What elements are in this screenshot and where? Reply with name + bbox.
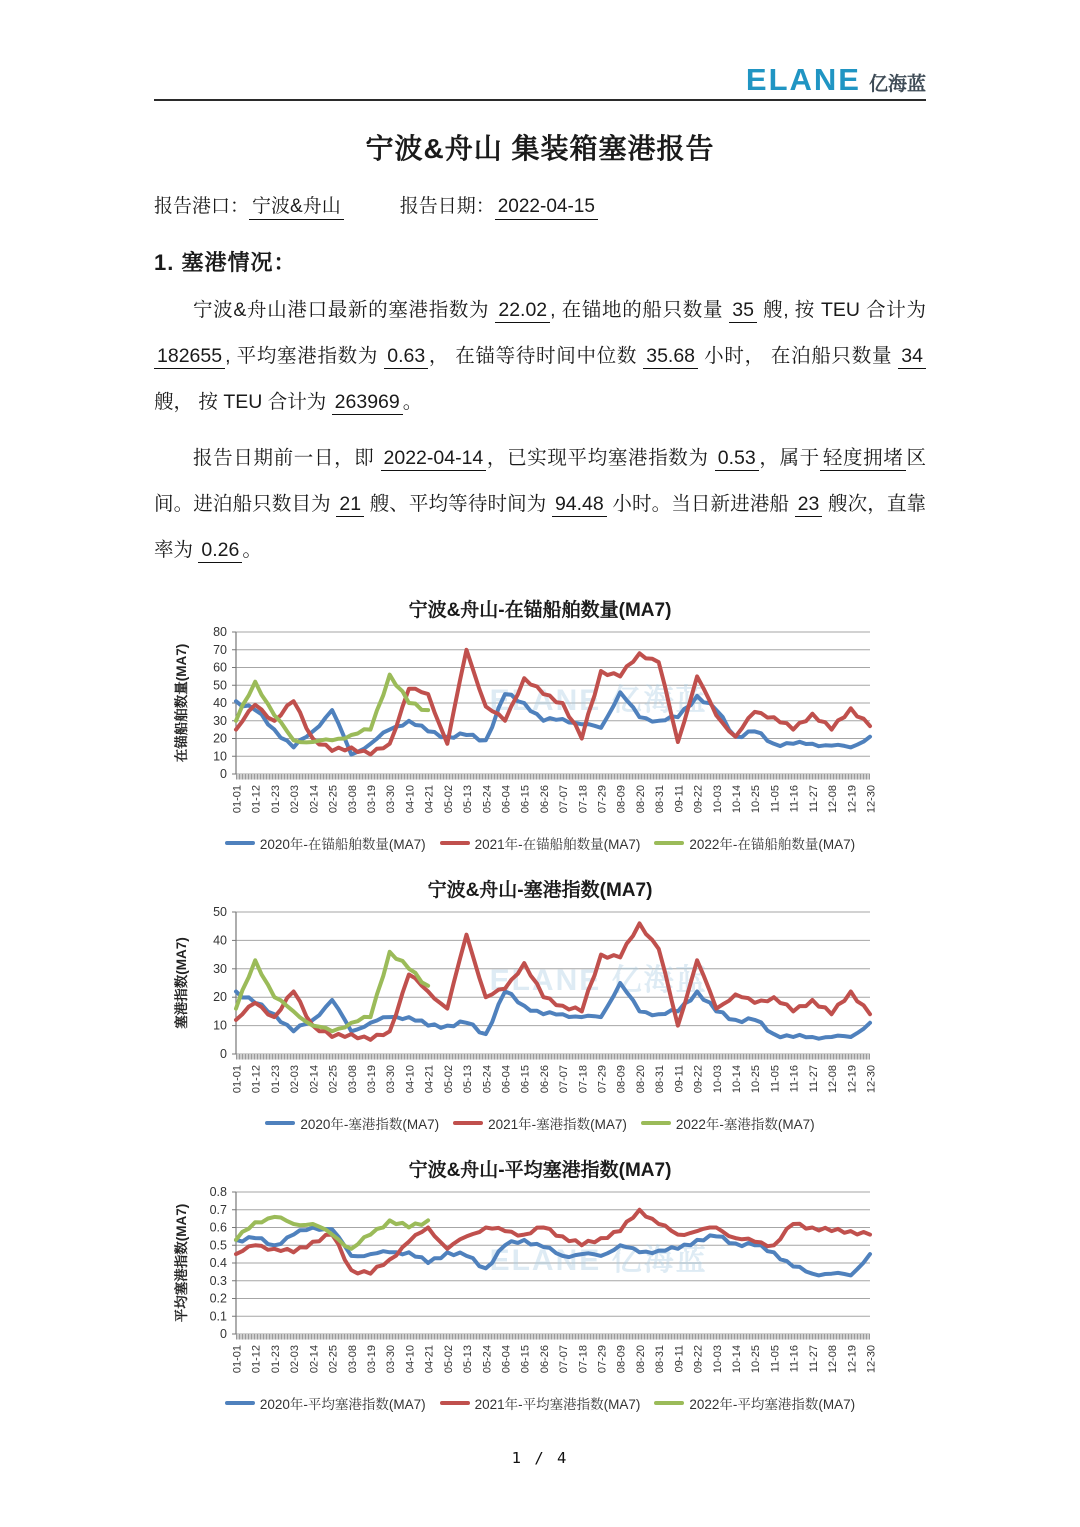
x-tick-label: 08-20 [634,785,647,814]
underlined-value: 35.68 [643,345,698,369]
congestion-paragraph-2 [154,435,926,573]
x-tick-label: 09-22 [692,1345,705,1374]
series-line-2022年-平均塞港指数(MA7) [236,1217,428,1249]
chart-canvas-avg-congestion-index [154,1184,926,1397]
x-tick-label: 02-25 [327,785,340,814]
text-run: 小时。当日新进港船 [606,493,795,515]
legend-label: 2021年-塞港指数(MA7) [488,1117,627,1132]
underlined-value: 21 [336,493,364,517]
x-tick-label: 12-08 [827,1065,840,1094]
x-tick-label: 06-04 [500,1345,513,1374]
x-tick-label: 08-20 [634,1345,647,1374]
legend-label: 2020年-在锚船舶数量(MA7) [259,837,426,852]
chart-svg [154,1184,926,1392]
text-run: 。 [242,539,262,561]
legend-swatch [654,1401,684,1405]
y-tick-label: 20 [213,990,227,1005]
chart-legend [154,1113,926,1133]
y-tick-label: 10 [213,749,227,764]
text-run: ， 在锚等待时间中位数 [428,345,644,367]
chart-canvas-anchored-vessels [154,624,926,837]
y-tick-label: 80 [213,625,227,639]
x-tick-label: 01-12 [250,1345,263,1374]
x-tick-label: 07-18 [577,1065,590,1094]
x-tick-label: 09-22 [692,1065,705,1094]
y-tick-label: 0 [220,767,227,781]
legend-item [265,1113,439,1133]
text-run: 宁波&舟山港口最新的塞港指数为 [193,299,496,321]
x-tick-label: 01-01 [231,1345,244,1374]
x-tick-label: 06-15 [519,1345,532,1374]
x-tick-label: 10-03 [711,1345,724,1374]
x-tick-label: 07-07 [558,1345,571,1374]
x-tick-label: 01-12 [250,1065,263,1094]
x-tick-label: 07-18 [577,1345,590,1374]
x-tick-label: 03-08 [346,785,359,814]
x-tick-label: 05-02 [442,1345,455,1374]
x-tick-label: 11-16 [788,785,801,813]
legend-item [440,1393,641,1413]
x-tick-label: 03-19 [365,1345,378,1374]
text-run: 。 [402,391,423,413]
y-tick-label: 0.5 [209,1238,227,1253]
y-tick-label: 0.6 [209,1220,227,1235]
x-tick-label: 07-07 [558,785,571,814]
chart-title: 宁波&舟山-塞港指数(MA7) [427,880,653,901]
underlined-value: 182655 [154,345,225,369]
x-tick-label: 10-14 [731,1065,744,1094]
x-tick-label: 09-22 [692,785,705,814]
section-heading-congestion: 1. 塞港情况： [154,250,297,275]
x-tick-label: 10-03 [711,1065,724,1094]
x-tick-label: 03-30 [385,1345,398,1374]
y-tick-label: 70 [213,642,227,657]
text-run: 区间。进泊船只数目为 [154,447,926,515]
x-tick-label: 09-11 [673,1345,686,1373]
legend-swatch [265,1121,295,1125]
x-tick-label: 11-27 [807,1345,820,1373]
y-tick-label: 10 [213,1018,227,1033]
y-tick-label: 40 [213,933,227,948]
y-tick-label: 30 [213,713,227,728]
chart-watermark: ELANE 亿海蓝 [489,1244,708,1278]
x-tick-label: 02-03 [289,1345,302,1374]
congestion-paragraph-1 [154,287,926,425]
underlined-value: 34 [898,345,926,369]
anchored-vessels-chart [154,587,926,853]
x-tick-label: 06-26 [538,1065,551,1094]
x-tick-label: 11-16 [788,1065,801,1093]
text-run: 艘、平均等待时间为 [364,493,552,515]
underlined-value: 0.53 [715,447,759,471]
report-date-value: 2022-04-15 [495,196,598,220]
x-tick-label: 05-02 [442,1065,455,1094]
x-tick-label: 08-09 [615,1065,628,1094]
x-tick-label: 05-24 [481,785,494,814]
elane-logo [746,64,926,95]
y-tick-label: 50 [213,905,227,919]
legend-item [225,833,426,853]
x-tick-label: 08-20 [634,1065,647,1094]
report-port-label: 报告港口： [154,196,250,217]
x-tick-label: 04-21 [423,1065,436,1094]
underlined-value: 94.48 [552,493,607,517]
elane-logo-text: ELANE [745,62,861,97]
x-tick-label: 06-04 [500,1065,513,1094]
y-tick-label: 20 [213,731,227,746]
x-tick-label: 03-08 [346,1065,359,1094]
x-tick-label: 02-25 [327,1345,340,1374]
legend-label: 2020年-平均塞港指数(MA7) [259,1397,426,1412]
avg-congestion-index-chart [154,1147,926,1413]
x-tick-label: 12-30 [865,1345,878,1374]
x-tick-label: 09-11 [673,785,686,813]
elane-logo-chinese: 亿海蓝 [868,74,926,95]
x-tick-label: 07-29 [596,1345,609,1374]
x-tick-label: 04-10 [404,785,417,814]
legend-swatch [641,1121,671,1125]
x-axis-band [236,1334,870,1340]
x-tick-label: 02-03 [289,1065,302,1094]
x-tick-label: 11-27 [807,1065,820,1093]
legend-label: 2022年-塞港指数(MA7) [675,1117,815,1132]
x-tick-label: 05-13 [462,1345,475,1374]
x-tick-label: 03-30 [385,785,398,814]
chart-canvas-congestion-index [154,904,926,1117]
report-meta [154,191,926,220]
x-tick-label: 12-30 [865,785,878,814]
x-tick-label: 04-21 [423,1345,436,1374]
x-tick-label: 02-14 [308,785,321,814]
x-tick-label: 10-25 [750,1345,763,1374]
underlined-value: 0.26 [198,539,242,563]
x-tick-label: 05-13 [462,785,475,814]
x-tick-label: 01-01 [231,785,244,814]
x-tick-label: 12-30 [865,1065,878,1094]
legend-swatch [654,841,684,845]
y-tick-label: 0.4 [209,1256,227,1270]
y-tick-label: 0.8 [209,1185,227,1199]
legend-item [453,1113,627,1133]
legend-label: 2022年-在锚船舶数量(MA7) [689,837,856,852]
y-tick-label: 0.3 [209,1273,227,1288]
x-tick-label: 10-14 [731,785,744,814]
text-run: 报告日期前一日，即 [193,447,381,469]
underlined-value: 轻度拥堵 [820,447,907,471]
page-header [154,0,926,101]
underlined-value: 0.63 [384,345,428,369]
legend-swatch [225,1401,255,1405]
x-tick-label: 06-15 [519,785,532,814]
chart-title: 宁波&舟山-平均塞港指数(MA7) [408,1160,672,1181]
x-axis-band [236,1054,870,1060]
y-axis-label: 在锚船舶数量(MA7) [174,643,189,763]
x-tick-label: 11-05 [769,1345,782,1373]
x-tick-label: 12-08 [827,785,840,814]
x-axis-band [236,774,870,780]
text-run: 艘， 按 TEU 合计为 [154,391,332,413]
report-title: 宁波&舟山 集装箱塞港报告 [365,133,715,164]
legend-label: 2021年-平均塞港指数(MA7) [474,1397,641,1412]
x-tick-label: 01-23 [269,1065,282,1094]
x-tick-label: 08-31 [654,1345,667,1374]
text-run: 小时， 在泊船只数量 [698,345,899,367]
x-tick-label: 03-08 [346,1345,359,1374]
chart-svg [154,904,926,1112]
x-tick-label: 08-09 [615,1345,628,1374]
chart-title: 宁波&舟山-在锚船舶数量(MA7) [408,600,672,621]
y-tick-label: 60 [213,660,227,675]
report-date-label: 报告日期： [399,196,495,217]
text-run: ，属于 [758,447,820,469]
y-tick-label: 30 [213,961,227,976]
y-tick-label: 0 [220,1047,227,1061]
chart-legend [154,1393,926,1413]
x-tick-label: 12-19 [846,785,859,814]
text-run: , 在锚地的船只数量 [550,299,730,321]
x-tick-label: 11-05 [769,1065,782,1093]
x-tick-label: 10-25 [750,785,763,814]
y-tick-label: 40 [213,696,227,710]
chart-watermark: ELANE 亿海蓝 [489,684,708,718]
x-tick-label: 06-26 [538,785,551,814]
x-tick-label: 05-13 [462,1065,475,1094]
x-tick-label: 11-27 [807,785,820,813]
legend-label: 2021年-在锚船舶数量(MA7) [474,837,641,852]
x-tick-label: 01-01 [231,1065,244,1094]
chart-watermark: ELANE 亿海蓝 [489,964,708,998]
x-tick-label: 04-21 [423,785,436,814]
legend-label: 2022年-平均塞港指数(MA7) [689,1397,856,1412]
congestion-index-chart [154,867,926,1133]
x-tick-label: 03-19 [365,1065,378,1094]
legend-swatch [225,841,255,845]
x-tick-label: 06-26 [538,1345,551,1374]
x-tick-label: 08-09 [615,785,628,814]
x-tick-label: 02-14 [308,1065,321,1094]
legend-item [440,833,641,853]
x-tick-label: 07-29 [596,785,609,814]
y-tick-label: 0 [220,1327,227,1341]
x-tick-label: 07-18 [577,785,590,814]
x-tick-label: 03-30 [385,1065,398,1094]
x-tick-label: 04-10 [404,1065,417,1094]
page-number: 1 / 4 [511,1449,569,1467]
legend-swatch [440,1401,470,1405]
legend-swatch [453,1121,483,1125]
legend-item [654,1393,855,1413]
x-tick-label: 08-31 [654,785,667,814]
x-tick-label: 10-03 [711,785,724,814]
chart-svg [154,624,926,832]
x-tick-label: 06-15 [519,1065,532,1094]
legend-swatch [440,841,470,845]
x-tick-label: 05-24 [481,1065,494,1094]
text-run: 艘, 按 TEU 合计为 [756,299,926,321]
x-tick-label: 03-19 [365,785,378,814]
x-tick-label: 02-25 [327,1065,340,1094]
x-tick-label: 04-10 [404,1345,417,1374]
x-tick-label: 12-19 [846,1065,859,1094]
x-tick-label: 07-29 [596,1065,609,1094]
underlined-value: 35 [729,299,757,323]
x-tick-label: 01-12 [250,785,263,814]
x-tick-label: 11-05 [769,785,782,813]
underlined-value: 2022-04-14 [381,447,487,471]
y-tick-label: 50 [213,678,227,693]
y-axis-label: 塞港指数(MA7) [174,937,189,1029]
chart-legend [154,833,926,853]
y-tick-label: 0.1 [209,1309,227,1324]
x-tick-label: 05-24 [481,1345,494,1374]
x-tick-label: 10-25 [750,1065,763,1094]
x-tick-label: 02-03 [289,785,302,814]
x-tick-label: 01-23 [269,785,282,814]
x-tick-label: 08-31 [654,1065,667,1094]
text-run: ，已实现平均塞港指数为 [486,447,715,469]
legend-item [641,1113,815,1133]
y-tick-label: 0.2 [209,1291,227,1306]
legend-item [654,833,855,853]
underlined-value: 23 [795,493,823,517]
x-tick-label: 11-16 [788,1345,801,1373]
legend-item [225,1393,426,1413]
underlined-value: 263969 [332,391,403,415]
y-axis-label: 平均塞港指数(MA7) [174,1203,189,1323]
report-port-value: 宁波&舟山 [249,191,344,220]
x-tick-label: 12-08 [827,1345,840,1374]
x-tick-label: 10-14 [731,1345,744,1374]
x-tick-label: 05-02 [442,785,455,814]
y-tick-label: 0.7 [209,1202,227,1217]
x-tick-label: 07-07 [558,1065,571,1094]
text-run: , 平均塞港指数为 [225,345,385,367]
x-tick-label: 01-23 [269,1345,282,1374]
x-tick-label: 09-11 [673,1065,686,1093]
underlined-value: 22.02 [495,299,550,323]
x-tick-label: 06-04 [500,785,513,814]
legend-label: 2020年-塞港指数(MA7) [300,1117,440,1132]
x-tick-label: 02-14 [308,1345,321,1374]
x-tick-label: 12-19 [846,1345,859,1374]
text-run: 艘次，直靠率为 [154,493,927,561]
